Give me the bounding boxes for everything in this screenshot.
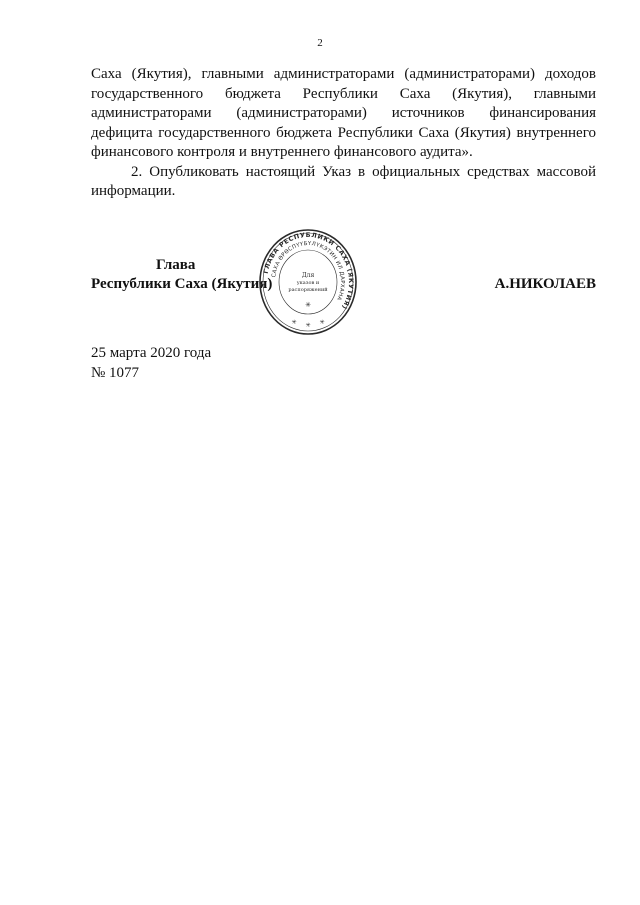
document-date: 25 марта 2020 года [91,345,212,361]
page-number: 2 [317,37,323,49]
seal-star-top-icon: ✳ [305,301,311,309]
seal-outer-text: ГЛАВА РЕСПУБЛИКИ САХА (ЯКУТИЯ) [261,230,356,312]
signatory-title-line2: Республики Саха (Якутия) [91,276,273,292]
document-body [91,65,596,202]
seal-star-right-icon: ✳ [319,319,325,326]
document-number: № 1077 [91,365,140,381]
official-seal [258,228,358,336]
seal-star-bottom-icon: ✳ [305,322,311,329]
seal-star-left-icon: ✳ [291,319,297,326]
paragraph-publish-order: 2. Опубликовать настоящий Указ в официальных средствах массовой информации. [91,163,596,199]
signatory-title-line1: Глава [156,257,196,273]
signatory-name: А.НИКОЛАЕВ [494,276,596,292]
seal-center-line1: Для [301,272,315,279]
seal-center-line3: распоряжений [288,287,328,293]
seal-inner-text: САХА ӨРӨСПҮҮБҮЛҮКЭТИН ИЛ ДАРХАНА [271,240,346,302]
seal-center-line2: указов и [296,280,320,286]
paragraph-continuation: Саха (Якутия), главными администраторами (администраторами) доходов государственного бюджета Республики Саха (Якутия), главными администраторами (администраторами) источников финансирования дефицита государственного бюджета Республики Саха (Якутия) внутреннего финансового контроля и внутреннего финансового аудита». [91,66,596,160]
